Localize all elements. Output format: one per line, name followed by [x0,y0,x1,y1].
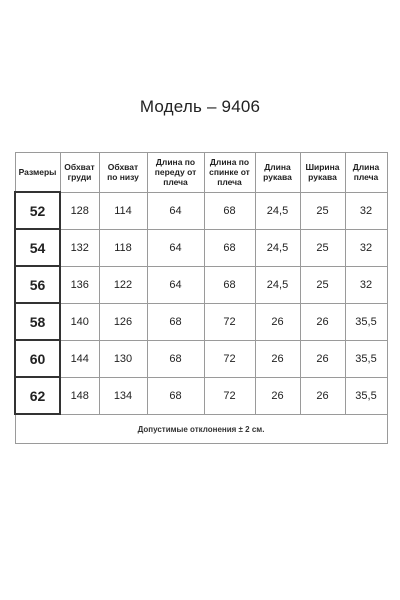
table-row [15,377,387,414]
size-value: 58 [15,303,60,340]
table-cell: 26 [255,377,300,414]
table-cell: 32 [345,192,387,229]
table-cell: 72 [204,303,255,340]
table-cell: 122 [99,266,147,303]
table-cell: 68 [147,377,204,414]
column-header-front-length: Длина по переду от плеча [147,153,204,193]
table-cell: 126 [99,303,147,340]
size-value: 60 [15,340,60,377]
table-cell: 134 [99,377,147,414]
table-cell: 68 [204,266,255,303]
table-cell: 35,5 [345,377,387,414]
column-header-back-length: Длина по спинке от плеча [204,153,255,193]
table-cell: 64 [147,229,204,266]
table-cell: 24,5 [255,266,300,303]
column-header-hem: Обхват по низу [99,153,147,193]
table-cell: 64 [147,192,204,229]
table-cell: 140 [60,303,99,340]
column-header-sleeve-width: Ширина рукава [300,153,345,193]
page-title: Модель – 9406 [139,97,261,116]
table-cell: 128 [60,192,99,229]
size-chart-table [14,152,388,444]
table-row [15,266,387,303]
column-header-shoulder-length: Длина плеча [345,153,387,193]
table-cell: 26 [300,340,345,377]
table-cell: 24,5 [255,229,300,266]
table-cell: 148 [60,377,99,414]
table-cell: 68 [204,229,255,266]
table-cell: 72 [204,377,255,414]
table-cell: 26 [300,303,345,340]
table-cell: 64 [147,266,204,303]
table-cell: 132 [60,229,99,266]
table-cell: 25 [300,229,345,266]
table-cell: 114 [99,192,147,229]
table-row [15,340,387,377]
table-row [15,229,387,266]
table-cell: 68 [204,192,255,229]
table-note-row [15,414,387,444]
size-value: 56 [15,266,60,303]
table-cell: 35,5 [345,340,387,377]
column-header-size: Размеры [15,153,60,193]
table-cell: 35,5 [345,303,387,340]
table-cell: 130 [99,340,147,377]
table-cell: 118 [99,229,147,266]
table-cell: 68 [147,340,204,377]
table-cell: 32 [345,229,387,266]
table-cell: 68 [147,303,204,340]
column-header-sleeve-length: Длина рукава [255,153,300,193]
table-cell: 32 [345,266,387,303]
table-cell: 26 [255,340,300,377]
tolerance-note: Допустимые отклонения ± 2 см. [15,414,387,444]
table-cell: 24,5 [255,192,300,229]
column-header-chest: Обхват груди [60,153,99,193]
size-value: 54 [15,229,60,266]
table-cell: 72 [204,340,255,377]
table-cell: 25 [300,266,345,303]
table-cell: 136 [60,266,99,303]
size-value: 52 [15,192,60,229]
table-cell: 144 [60,340,99,377]
table-row [15,303,387,340]
table-cell: 26 [255,303,300,340]
table-row [15,192,387,229]
table-cell: 25 [300,192,345,229]
table-header-row [15,153,387,193]
size-value: 62 [15,377,60,414]
table-cell: 26 [300,377,345,414]
